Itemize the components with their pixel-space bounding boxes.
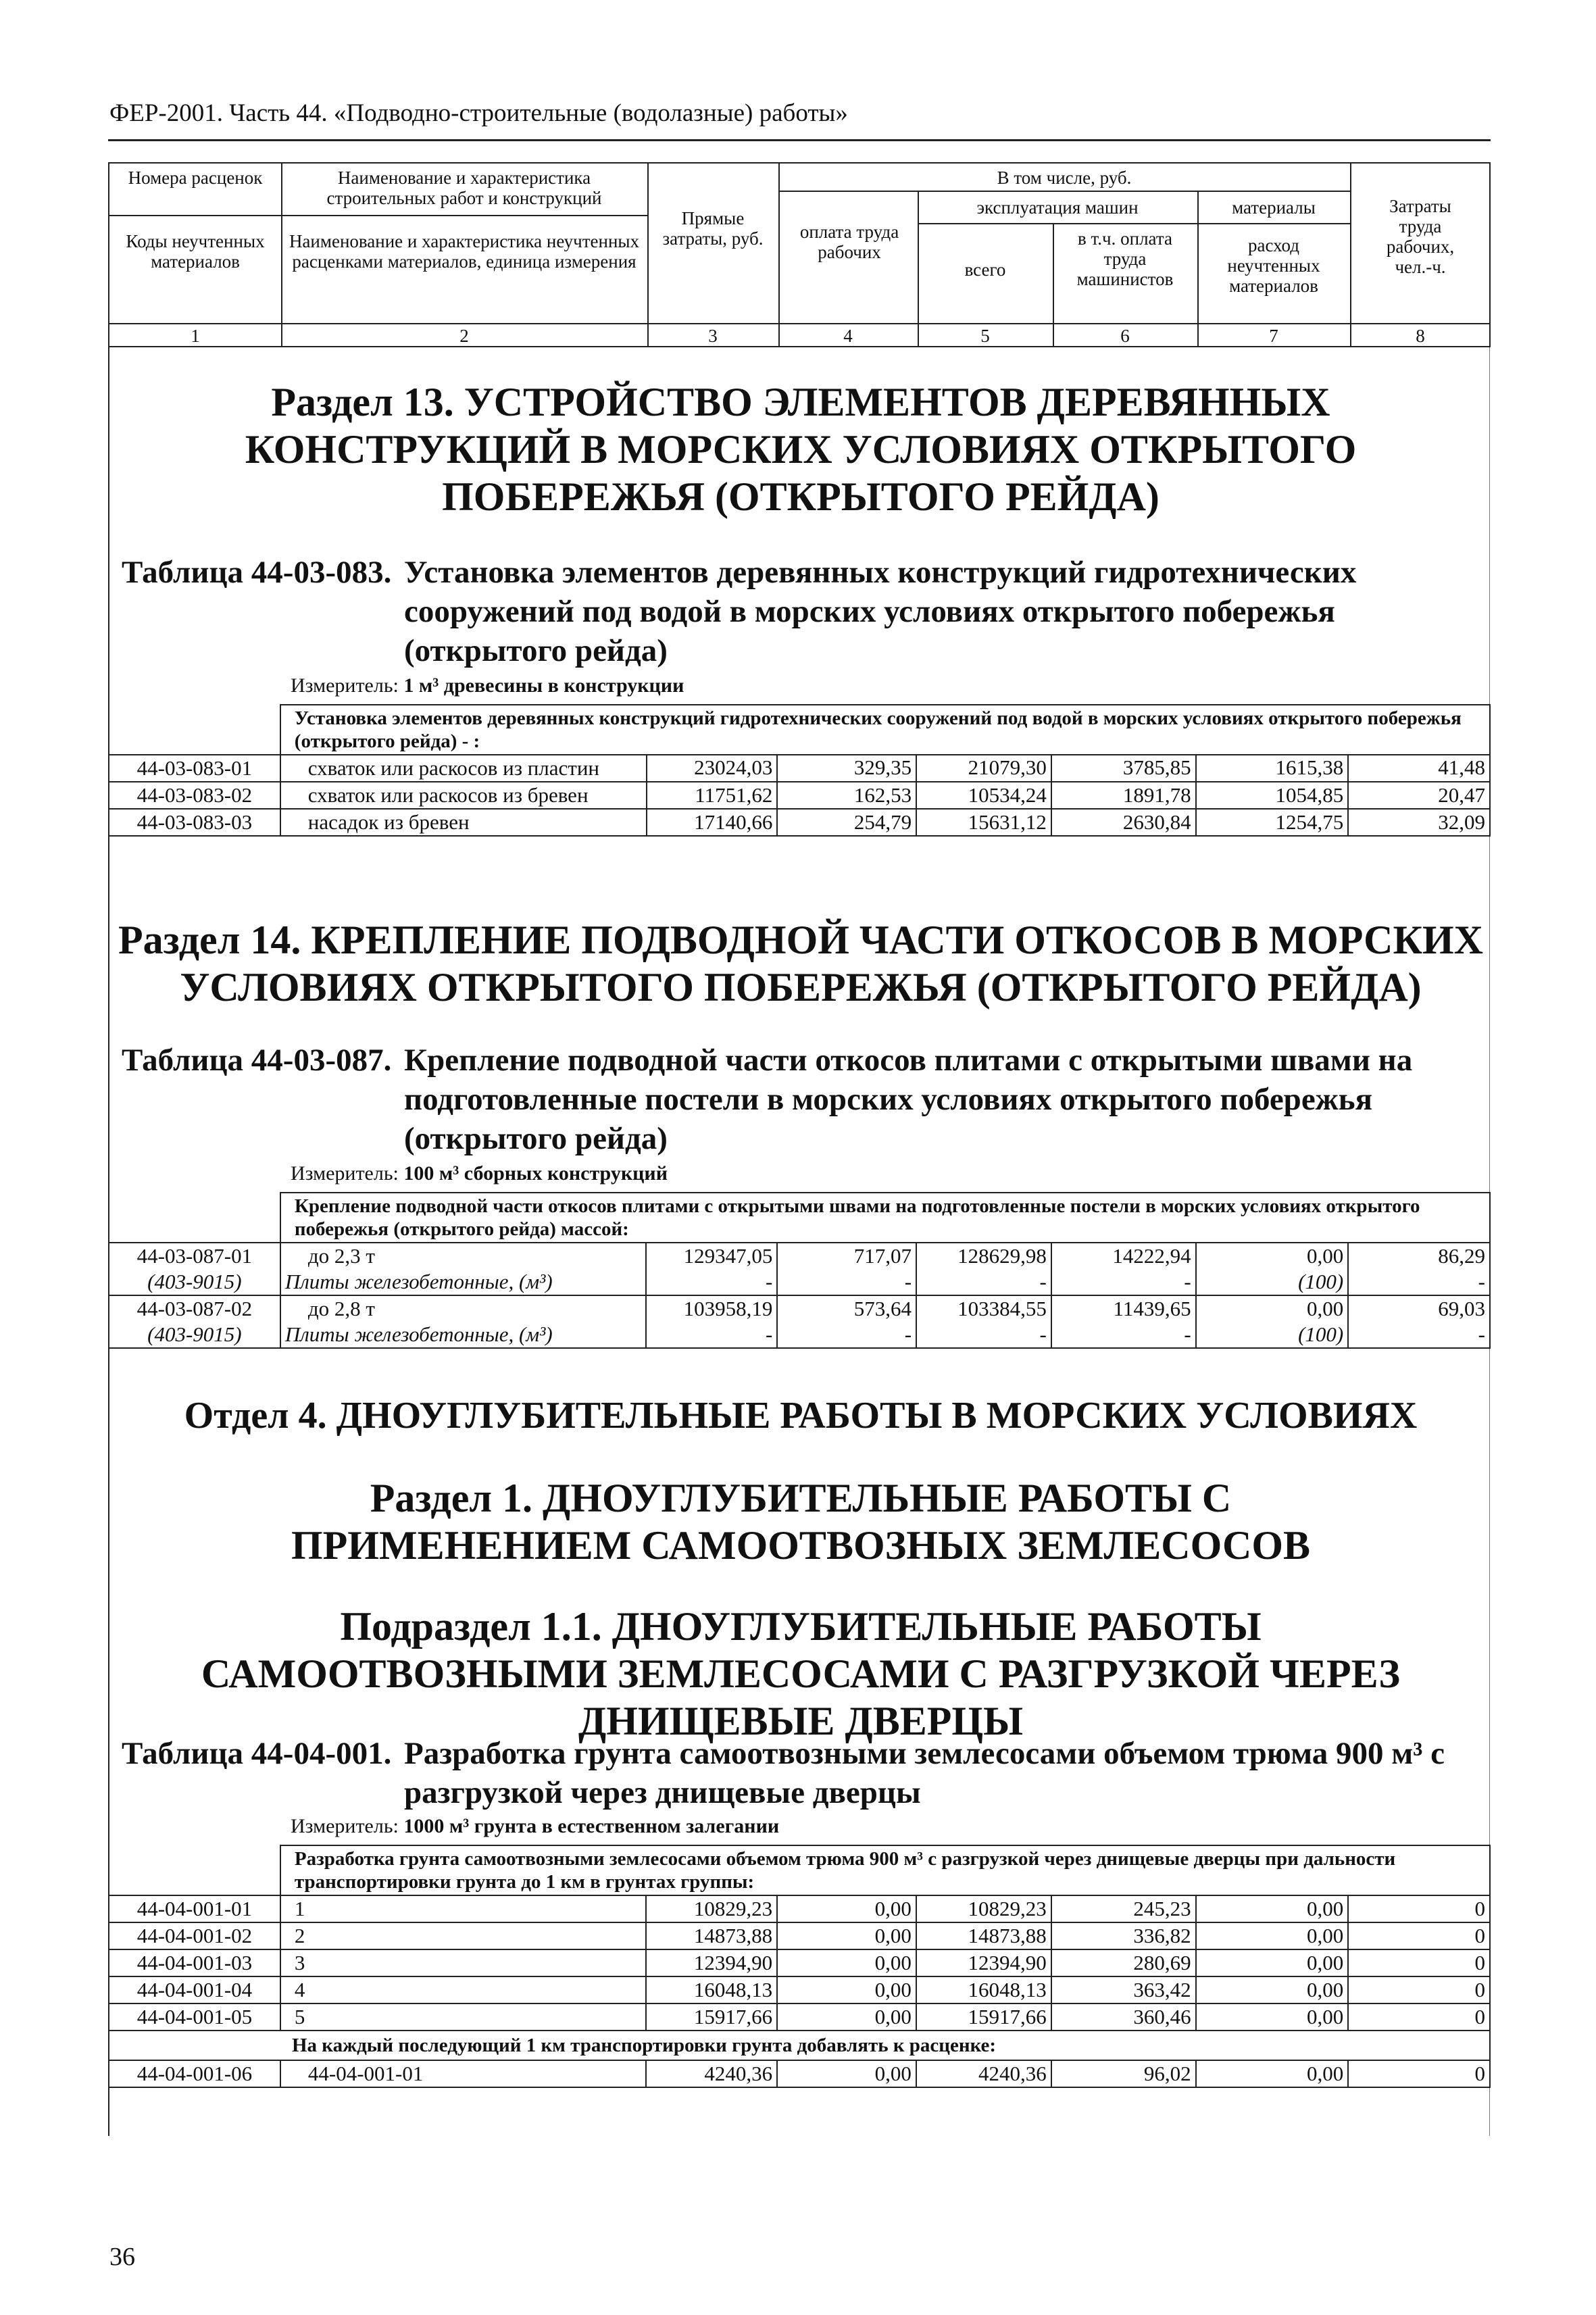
cell: 573,64: [777, 1295, 916, 1322]
hdr-col4: оплата труда рабочих: [799, 222, 899, 262]
measure-prefix: Измеритель:: [291, 674, 399, 697]
rate-name: до 2,8 т: [280, 1295, 647, 1322]
page-header: ФЕР-2001. Часть 44. «Подводно-строительные (водолазные) работы»: [109, 99, 848, 127]
cell: -: [1051, 1269, 1196, 1295]
cell: 0,00: [777, 2003, 916, 2031]
cell: 1615,38: [1196, 755, 1349, 782]
rate-code: 44-03-083-03: [109, 809, 280, 836]
cell: 96,02: [1051, 2060, 1196, 2087]
cell: 41,48: [1348, 755, 1490, 782]
table-label: Таблица 44-03-083.: [122, 555, 392, 590]
cell: 0,00: [1196, 1949, 1349, 1976]
cell: 4240,36: [646, 2060, 777, 2087]
cell: 69,03: [1348, 1295, 1490, 1322]
cell: 10829,23: [916, 1895, 1051, 1922]
table-row: [109, 1922, 1490, 1949]
table-row: [109, 1295, 1490, 1322]
column-header-table: [108, 162, 1491, 347]
rate-name: 44-04-001-01: [280, 2060, 646, 2087]
cell: 14873,88: [646, 1922, 777, 1949]
cell: -: [1051, 1322, 1196, 1348]
cell: -: [646, 1269, 777, 1295]
table-caption: Установка элементов деревянных конструкций гидротехнических сооружений под водой в морских условиях открытого побережья (открытого рейда) - :: [280, 705, 1490, 755]
cell: 717,07: [777, 1243, 916, 1269]
cell: 1254,75: [1196, 809, 1349, 836]
measure-line: [291, 674, 684, 697]
cell: 0,00: [777, 1922, 916, 1949]
cell: 103958,19: [646, 1295, 777, 1322]
measure-value: 1 м³ древесины в конструкции: [403, 674, 684, 697]
hdr-col1-bottom: Коды неучтенных материалов: [126, 231, 265, 272]
table-44-03-087: [108, 1192, 1491, 1349]
col-num: 5: [980, 326, 990, 346]
cell: 336,82: [1051, 1922, 1196, 1949]
cell: -: [916, 1269, 1051, 1295]
cell: 0,00: [1196, 2003, 1349, 2031]
rate-code: 44-03-083-02: [109, 782, 280, 809]
cell: 329,35: [777, 755, 916, 782]
table-row: [109, 2003, 1490, 2031]
table-row: [109, 1243, 1490, 1269]
hdr-machines: эксплуатация машин: [976, 197, 1139, 218]
table-label: Таблица 44-04-001.: [122, 1736, 392, 1771]
rate-name: схваток или раскосов из пластин: [280, 755, 647, 782]
rate-code: 44-04-001-02: [109, 1922, 280, 1949]
rate-name: 4: [280, 1976, 646, 2003]
cell: 16048,13: [646, 1976, 777, 2003]
hdr-col2-bottom: Наименование и характеристика неучтенных расценками материалов, единица измерения: [289, 231, 640, 272]
page-number: 36: [109, 2243, 135, 2271]
cell: -: [777, 1322, 916, 1348]
col-num: 2: [459, 326, 469, 346]
rate-name: насадок из бревен: [280, 809, 647, 836]
cell: 11439,65: [1051, 1295, 1196, 1322]
rate-code: 44-03-087-01: [109, 1243, 280, 1269]
cell: 103384,55: [916, 1295, 1051, 1322]
otdel-4-title: Отдел 4. ДНОУГЛУБИТЕЛЬНЫЕ РАБОТЫ В МОРСКИХ УСЛОВИЯХ: [184, 1395, 1418, 1437]
measure-line: [291, 1815, 779, 1838]
cell: 15917,66: [916, 2003, 1051, 2031]
material-name: Плиты железобетонные, (м³): [280, 1269, 647, 1295]
rate-name: схваток или раскосов из бревен: [280, 782, 647, 809]
cell: 23024,03: [647, 755, 778, 782]
cell: 86,29: [1348, 1243, 1490, 1269]
cell: 10534,24: [916, 782, 1051, 809]
cell: 0,00: [777, 1949, 916, 1976]
table-row: [109, 782, 1490, 809]
cell: -: [777, 1269, 916, 1295]
cell: 0: [1348, 1895, 1490, 1922]
hdr-materials: материалы: [1232, 197, 1316, 218]
table-subrow: [109, 1269, 1490, 1295]
cell: -: [916, 1322, 1051, 1348]
cell: 0,00: [1196, 1895, 1349, 1922]
cell: 0,00: [1196, 1976, 1349, 2003]
cell: 0: [1348, 2003, 1490, 2031]
rate-code: 44-04-001-01: [109, 1895, 280, 1922]
rate-code: 44-04-001-05: [109, 2003, 280, 2031]
table-row: [109, 755, 1490, 782]
cell: 14222,94: [1051, 1243, 1196, 1269]
rate-name: 2: [280, 1922, 646, 1949]
cell: 10829,23: [646, 1895, 777, 1922]
hdr-col8: Затраты труда рабочих, чел.-ч.: [1386, 196, 1455, 277]
rate-name: до 2,3 т: [280, 1243, 647, 1269]
hdr-col2-top: Наименование и характеристика строительных работ и конструкций: [326, 168, 602, 208]
cell: -: [646, 1322, 777, 1348]
cell: 162,53: [777, 782, 916, 809]
measure-value: 100 м³ сборных конструкций: [403, 1162, 668, 1185]
rate-code: 44-04-001-03: [109, 1949, 280, 1976]
hdr-col3: Прямые затраты, руб.: [662, 208, 764, 249]
cell: 0,00: [777, 2060, 916, 2087]
cell: 12394,90: [646, 1949, 777, 1976]
cell: 0,00: [1196, 1243, 1349, 1269]
col-num: 8: [1416, 326, 1425, 346]
measure-value: 1000 м³ грунта в естественном залегании: [403, 1815, 780, 1837]
cell: 0: [1348, 2060, 1490, 2087]
measure-line: [291, 1162, 668, 1185]
table-caption-text: Разработка грунта самоотвозными землесосами объемом трюма 900 м³ с разгрузкой через днищевые дверцы: [404, 1736, 1445, 1810]
rate-name: 1: [280, 1895, 646, 1922]
cell: 0: [1348, 1976, 1490, 2003]
col-num: 1: [191, 326, 200, 346]
table-row: [109, 1976, 1490, 2003]
cell: 1054,85: [1196, 782, 1349, 809]
table-row: [109, 1949, 1490, 1976]
section-14-title: Раздел 14. КРЕПЛЕНИЕ ПОДВОДНОЙ ЧАСТИ ОТКОСОВ В МОРСКИХ УСЛОВИЯХ ОТКРЫТОГО ПОБЕРЕЖЬЯ (ОТКРЫТОГО РЕЙДА): [118, 918, 1483, 1010]
cell: (100): [1196, 1322, 1349, 1348]
rate-code: 44-04-001-06: [109, 2060, 280, 2087]
cell: 0: [1348, 1922, 1490, 1949]
table-caption: Крепление подводной части откосов плитами с открытыми швами на подготовленные постели в морских условиях открытого побережья (открытого рейда) массой:: [280, 1193, 1490, 1243]
section-13-title: Раздел 13. УСТРОЙСТВО ЭЛЕМЕНТОВ ДЕРЕВЯННЫХ КОНСТРУКЦИЙ В МОРСКИХ УСЛОВИЯХ ОТКРЫТОГО ПОБЕРЕЖЬЯ (ОТКРЫТОГО РЕЙДА): [245, 380, 1357, 519]
cell: 2630,84: [1051, 809, 1196, 836]
table-caption-text: Установка элементов деревянных конструкций гидротехнических сооружений под водой в морских условиях открытого побережья (открытого рейда): [404, 555, 1357, 668]
cell: 12394,90: [916, 1949, 1051, 1976]
col-num: 6: [1120, 326, 1130, 346]
cell: -: [1348, 1322, 1490, 1348]
cell: 0,00: [777, 1976, 916, 2003]
measure-prefix: Измеритель:: [291, 1815, 399, 1837]
col-num: 3: [708, 326, 718, 346]
cell: 15917,66: [646, 2003, 777, 2031]
cell: 245,23: [1051, 1895, 1196, 1922]
cell: 0: [1348, 1949, 1490, 1976]
material-name: Плиты железобетонные, (м³): [280, 1322, 647, 1348]
cell: 20,47: [1348, 782, 1490, 809]
cell: 0,00: [1196, 2060, 1349, 2087]
cell: 4240,36: [916, 2060, 1051, 2087]
cell: 3785,85: [1051, 755, 1196, 782]
table-caption-text: Крепление подводной части откосов плитами с открытыми швами на подготовленные постели в морских условиях открытого побережья (открытого рейда): [404, 1043, 1413, 1156]
hdr-col5: всего: [964, 259, 1006, 280]
cell: 129347,05: [646, 1243, 777, 1269]
material-code: (403-9015): [109, 1322, 280, 1348]
cell: 17140,66: [647, 809, 778, 836]
table-row: [109, 809, 1490, 836]
cell: 15631,12: [916, 809, 1051, 836]
razdel-1-title: Раздел 1. ДНОУГЛУБИТЕЛЬНЫЕ РАБОТЫ С ПРИМЕНЕНИЕМ САМООТВОЗНЫХ ЗЕМЛЕСОСОВ: [291, 1476, 1311, 1568]
rate-name: 3: [280, 1949, 646, 1976]
rate-name: 5: [280, 2003, 646, 2031]
cell: (100): [1196, 1269, 1349, 1295]
cell: 16048,13: [916, 1976, 1051, 2003]
rate-code: 44-04-001-04: [109, 1976, 280, 2003]
cell: 0,00: [777, 1895, 916, 1922]
table-caption: Разработка грунта самоотвозными землесосами объемом трюма 900 м³ с разгрузкой через днищевые дверцы при дальности транспортировки грунта до 1 км в грунтах группы:: [280, 1845, 1490, 1895]
table-44-04-001: [108, 1845, 1491, 2088]
cell: 360,46: [1051, 2003, 1196, 2031]
table-label: Таблица 44-03-087.: [122, 1043, 392, 1078]
podrazdel-1-1-title: Подраздел 1.1. ДНОУГЛУБИТЕЛЬНЫЕ РАБОТЫ САМООТВОЗНЫМИ ЗЕМЛЕСОСАМИ С РАЗГРУЗКОЙ ЧЕРЕЗ ДНИЩЕВЫЕ ДВЕРЦЫ: [201, 1604, 1401, 1743]
cell: 0,00: [1196, 1295, 1349, 1322]
header-rule: [108, 139, 1491, 141]
rate-code: 44-03-083-01: [109, 755, 280, 782]
cell: 11751,62: [647, 782, 778, 809]
cell: 128629,98: [916, 1243, 1051, 1269]
hdr-group: В том числе, руб.: [997, 168, 1132, 188]
table-caption-additional: На каждый последующий 1 км транспортировки грунта добавлять к расценке:: [109, 2031, 1490, 2060]
cell: 14873,88: [916, 1922, 1051, 1949]
hdr-col1-top: Номера расценок: [128, 168, 263, 188]
cell: 280,69: [1051, 1949, 1196, 1976]
col-num: 7: [1269, 326, 1278, 346]
table-44-03-083: [108, 704, 1491, 837]
cell: 363,42: [1051, 1976, 1196, 2003]
cell: 254,79: [777, 809, 916, 836]
cell: 0,00: [1196, 1922, 1349, 1949]
cell: -: [1348, 1269, 1490, 1295]
measure-prefix: Измеритель:: [291, 1162, 399, 1185]
cell: 21079,30: [916, 755, 1051, 782]
table-row: [109, 2060, 1490, 2087]
material-code: (403-9015): [109, 1269, 280, 1295]
table-row: [109, 1895, 1490, 1922]
table-subrow: [109, 1322, 1490, 1348]
cell: 32,09: [1348, 809, 1490, 836]
cell: 1891,78: [1051, 782, 1196, 809]
hdr-col7: расход неучтенных материалов: [1227, 235, 1320, 296]
hdr-col6: в т.ч. оплата труда машинистов: [1076, 228, 1174, 289]
col-num: 4: [843, 326, 853, 346]
rate-code: 44-03-087-02: [109, 1295, 280, 1322]
